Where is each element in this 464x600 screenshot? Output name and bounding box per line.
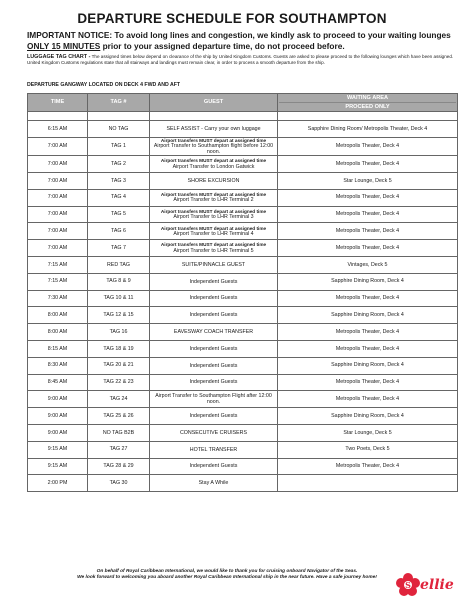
cell-tag: TAG 4: [88, 189, 150, 206]
cell-guest: [150, 240, 278, 257]
guest-description: Independent Guests: [189, 345, 238, 352]
table-row: [28, 256, 458, 273]
cell-tag: TAG 27: [88, 441, 150, 458]
guest-description: Independent Guests: [189, 413, 238, 420]
guest-description: Airport Transfer to LHR Terminal 4: [173, 230, 254, 237]
guest-description: HOTEL TRANSFER: [189, 446, 238, 453]
cell-guest: [150, 273, 278, 290]
cell-time: 7:30 AM: [28, 290, 88, 307]
guest-description: Independent Guests: [189, 379, 238, 386]
cell-tag: TAG 5: [88, 206, 150, 223]
luggage-text: The assigned times below depend on clearance of the ship by United Kingdom Customs. Guests are asked to please proceed to the following lounges which have been assigned. United Kingdom Customs regulations state that all stairways and landings must remain clear, in order to process a smooth departure from the ship.: [27, 54, 454, 66]
guest-description: CONSECUTIVE CRUISERS: [179, 429, 248, 436]
cell-waiting-area: Sapphire Dining Room, Deck 4: [278, 408, 458, 425]
col-header-guest: GUEST: [150, 94, 278, 112]
page-title: DEPARTURE SCHEDULE FOR SOUTHAMPTON: [77, 11, 387, 26]
table-row: [28, 408, 458, 425]
waiting-area-label: WAITING AREA: [279, 94, 456, 103]
table-row: [28, 357, 458, 374]
cell-tag: TAG 3: [88, 173, 150, 190]
cell-waiting-area: Sapphire Dining Room/ Metropolis Theater, Deck 4: [278, 121, 458, 138]
cell-tag: TAG 6: [88, 223, 150, 240]
guest-description: Independent Guests: [189, 295, 238, 302]
table-row: [28, 324, 458, 341]
guest-description: Independent Guests: [189, 362, 238, 369]
cell-tag: TAG 8 & 9: [88, 273, 150, 290]
cell-time: 7:00 AM: [28, 189, 88, 206]
table-row: [28, 441, 458, 458]
table-row: [28, 206, 458, 223]
cell-waiting-area: Metropolis Theater, Deck 4: [278, 290, 458, 307]
cell-time: 7:00 AM: [28, 206, 88, 223]
table-row: [28, 121, 458, 138]
transfer-requirement-note: Airport transfers MUST depart at assigned time: [160, 208, 267, 214]
guest-description: Airport Transfer to LHR Terminal 3: [173, 214, 254, 221]
footer-line-1: On behalf of Royal Caribbean International, we would like to thank you for cruising onboard Navigator of the Seas.: [96, 569, 358, 574]
cell-waiting-area: [278, 475, 458, 492]
notice-emphasis: ONLY 15 MINUTES: [27, 40, 101, 51]
cell-waiting-area: Metropolis Theater, Deck 4: [278, 156, 458, 173]
guest-description: Airport Transfer to Southampton flight before 12:00 noon.: [153, 143, 274, 156]
table-row: [28, 475, 458, 492]
cell-guest: [150, 441, 278, 458]
cell-tag: TAG 28 & 29: [88, 458, 150, 475]
cell-guest: [150, 408, 278, 425]
cell-tag: TAG 1: [88, 137, 150, 155]
table-row: [28, 240, 458, 257]
cell-waiting-area: Two Poets, Deck 5: [278, 441, 458, 458]
svg-text:S: S: [405, 580, 411, 590]
guest-description: SUITE/PINNACLE GUEST: [181, 261, 246, 268]
cell-tag: TAG 2: [88, 156, 150, 173]
cell-guest: [150, 324, 278, 341]
proceed-only-label: PROCEED ONLY: [345, 104, 390, 110]
cell-waiting-area: Metropolis Theater, Deck 4: [278, 324, 458, 341]
cell-tag: RED TAG: [88, 256, 150, 273]
table-row: [28, 273, 458, 290]
cell-waiting-area: Metropolis Theater, Deck 4: [278, 340, 458, 357]
transfer-requirement-note: Airport transfers MUST depart at assigned time: [160, 191, 267, 197]
cell-time: 9:00 AM: [28, 408, 88, 425]
gangway-note: DEPARTURE GANGWAY LOCATED ON DECK 4 FWD AND AFT: [27, 82, 181, 88]
cell-waiting-area: Sapphire Dining Room, Deck 4: [278, 307, 458, 324]
cell-time: 7:00 AM: [28, 223, 88, 240]
cell-guest: [150, 374, 278, 391]
departure-schedule-table: [27, 93, 458, 492]
table-row: [28, 189, 458, 206]
cell-guest: [150, 391, 278, 408]
col-header-waiting-area: [278, 94, 458, 112]
cell-tag: TAG 10 & 11: [88, 290, 150, 307]
cell-tag: NO TAG B2B: [88, 424, 150, 441]
cell-guest: [150, 256, 278, 273]
cell-time: 9:00 AM: [28, 424, 88, 441]
guest-description: Airport Transfer to LHR Terminal 2: [173, 197, 254, 204]
cell-time: 7:00 AM: [28, 137, 88, 155]
cell-time: 9:15 AM: [28, 441, 88, 458]
cell-time: 9:15 AM: [28, 458, 88, 475]
cell-waiting-area: Sapphire Dining Room, Deck 4: [278, 273, 458, 290]
footer-line-2: We look forward to welcoming you aboard another Royal Caribbean International ship in the near future. Have a safe journey home!: [77, 575, 377, 581]
cell-guest: [150, 290, 278, 307]
guest-description: Airport Transfer to London Gatwick: [172, 163, 255, 170]
cell-tag: TAG 25 & 26: [88, 408, 150, 425]
logo-text: ellie: [420, 577, 454, 593]
cell-guest: [150, 206, 278, 223]
cell-guest: [150, 189, 278, 206]
cell-time: 7:00 AM: [28, 240, 88, 257]
cell-time: 8:30 AM: [28, 357, 88, 374]
cell-guest: [150, 357, 278, 374]
table-row: [28, 290, 458, 307]
cell-tag: TAG 12 & 15: [88, 307, 150, 324]
cell-guest: [150, 458, 278, 475]
table-body: [28, 112, 458, 492]
table-row: [28, 374, 458, 391]
col-header-time: TIME: [28, 94, 88, 112]
cell-tag: TAG 18 & 19: [88, 340, 150, 357]
cell-tag: TAG 20 & 21: [88, 357, 150, 374]
cell-guest: [150, 121, 278, 138]
cell-tag: NO TAG: [88, 121, 150, 138]
transfer-requirement-note: Airport transfers MUST depart at assigned time: [160, 137, 267, 143]
cell-time: 8:15 AM: [28, 340, 88, 357]
cell-time: 8:00 AM: [28, 307, 88, 324]
table-row: [28, 137, 458, 155]
cell-waiting-area: Metropolis Theater, Deck 4: [278, 137, 458, 155]
cell-waiting-area: Vintages, Deck 5: [278, 256, 458, 273]
guest-description: Independent Guests: [189, 463, 238, 470]
guest-description: EAVESWAY COACH TRANSFER: [173, 329, 254, 336]
table-row: [28, 424, 458, 441]
cell-guest: [150, 424, 278, 441]
cell-guest: [150, 475, 278, 492]
table-row: [28, 307, 458, 324]
cell-guest: [150, 307, 278, 324]
cell-waiting-area: Metropolis Theater, Deck 4: [278, 374, 458, 391]
cell-waiting-area: Star Lounge, Deck 5: [278, 424, 458, 441]
luggage-label: LUGGAGE TAG CHART -: [27, 54, 91, 60]
cell-waiting-area: Sapphire Dining Room, Deck 4: [278, 357, 458, 374]
guest-description: SELF ASSIST - Carry your own luggage: [166, 125, 261, 132]
cell-time: 8:00 AM: [28, 324, 88, 341]
table-row: [28, 223, 458, 240]
transfer-requirement-note: Airport transfers MUST depart at assigned time: [160, 158, 267, 164]
cell-waiting-area: Metropolis Theater, Deck 4: [278, 189, 458, 206]
cell-time: 8:45 AM: [28, 374, 88, 391]
cell-guest: [150, 340, 278, 357]
cell-time: 7:00 AM: [28, 173, 88, 190]
cell-tag: TAG 7: [88, 240, 150, 257]
cell-tag: TAG 24: [88, 391, 150, 408]
cell-time: 9:00 AM: [28, 391, 88, 408]
cell-time: 7:00 AM: [28, 156, 88, 173]
cell-tag: TAG 16: [88, 324, 150, 341]
table-header-row: [28, 94, 458, 112]
cell-time: 7:15 AM: [28, 273, 88, 290]
cell-guest: [150, 173, 278, 190]
notice-text-2: prior to your assigned departure time, do not proceed before.: [100, 40, 345, 51]
transfer-requirement-note: Airport transfers MUST depart at assigned time: [160, 242, 267, 248]
cell-time: 6:15 AM: [28, 121, 88, 138]
table-spacer-row: [28, 112, 458, 121]
cell-tag: TAG 30: [88, 475, 150, 492]
cell-guest: [150, 156, 278, 173]
footer-message: [27, 569, 427, 582]
cell-guest: [150, 137, 278, 155]
luggage-tag-chart-note: [27, 54, 457, 66]
guest-description: SHORE EXCURSION: [187, 177, 240, 184]
cell-waiting-area: Metropolis Theater, Deck 4: [278, 458, 458, 475]
table-row: [28, 391, 458, 408]
important-notice: [27, 30, 457, 51]
notice-text-1: IMPORTANT NOTICE: To avoid long lines and congestion, we kindly ask to proceed to your waiting lounges: [27, 30, 451, 40]
cell-waiting-area: Metropolis Theater, Deck 4: [278, 240, 458, 257]
table-row: [28, 458, 458, 475]
cell-time: 2:00 PM: [28, 475, 88, 492]
table-row: [28, 173, 458, 190]
guest-description: Stay A While: [198, 480, 229, 487]
cell-time: 7:15 AM: [28, 256, 88, 273]
transfer-requirement-note: Airport transfers MUST depart at assigned time: [160, 225, 267, 231]
cell-tag: TAG 22 & 23: [88, 374, 150, 391]
ellie-logo: [392, 573, 458, 597]
col-header-tag: TAG #: [88, 94, 150, 112]
cell-waiting-area: Metropolis Theater, Deck 4: [278, 223, 458, 240]
flower-logo-icon: [394, 573, 422, 597]
cell-guest: [150, 223, 278, 240]
cell-waiting-area: Metropolis Theater, Deck 4: [278, 391, 458, 408]
guest-description: Airport Transfer to LHR Terminal 5: [173, 247, 254, 254]
table-row: [28, 156, 458, 173]
guest-description: Airport Transfer to Southampton Flight after 12:00 noon.: [155, 393, 272, 406]
cell-waiting-area: Metropolis Theater, Deck 4: [278, 206, 458, 223]
cell-waiting-area: Star Lounge, Deck 5: [278, 173, 458, 190]
guest-description: Independent Guests: [189, 312, 238, 319]
guest-description: Independent Guests: [189, 278, 238, 285]
table-row: [28, 340, 458, 357]
